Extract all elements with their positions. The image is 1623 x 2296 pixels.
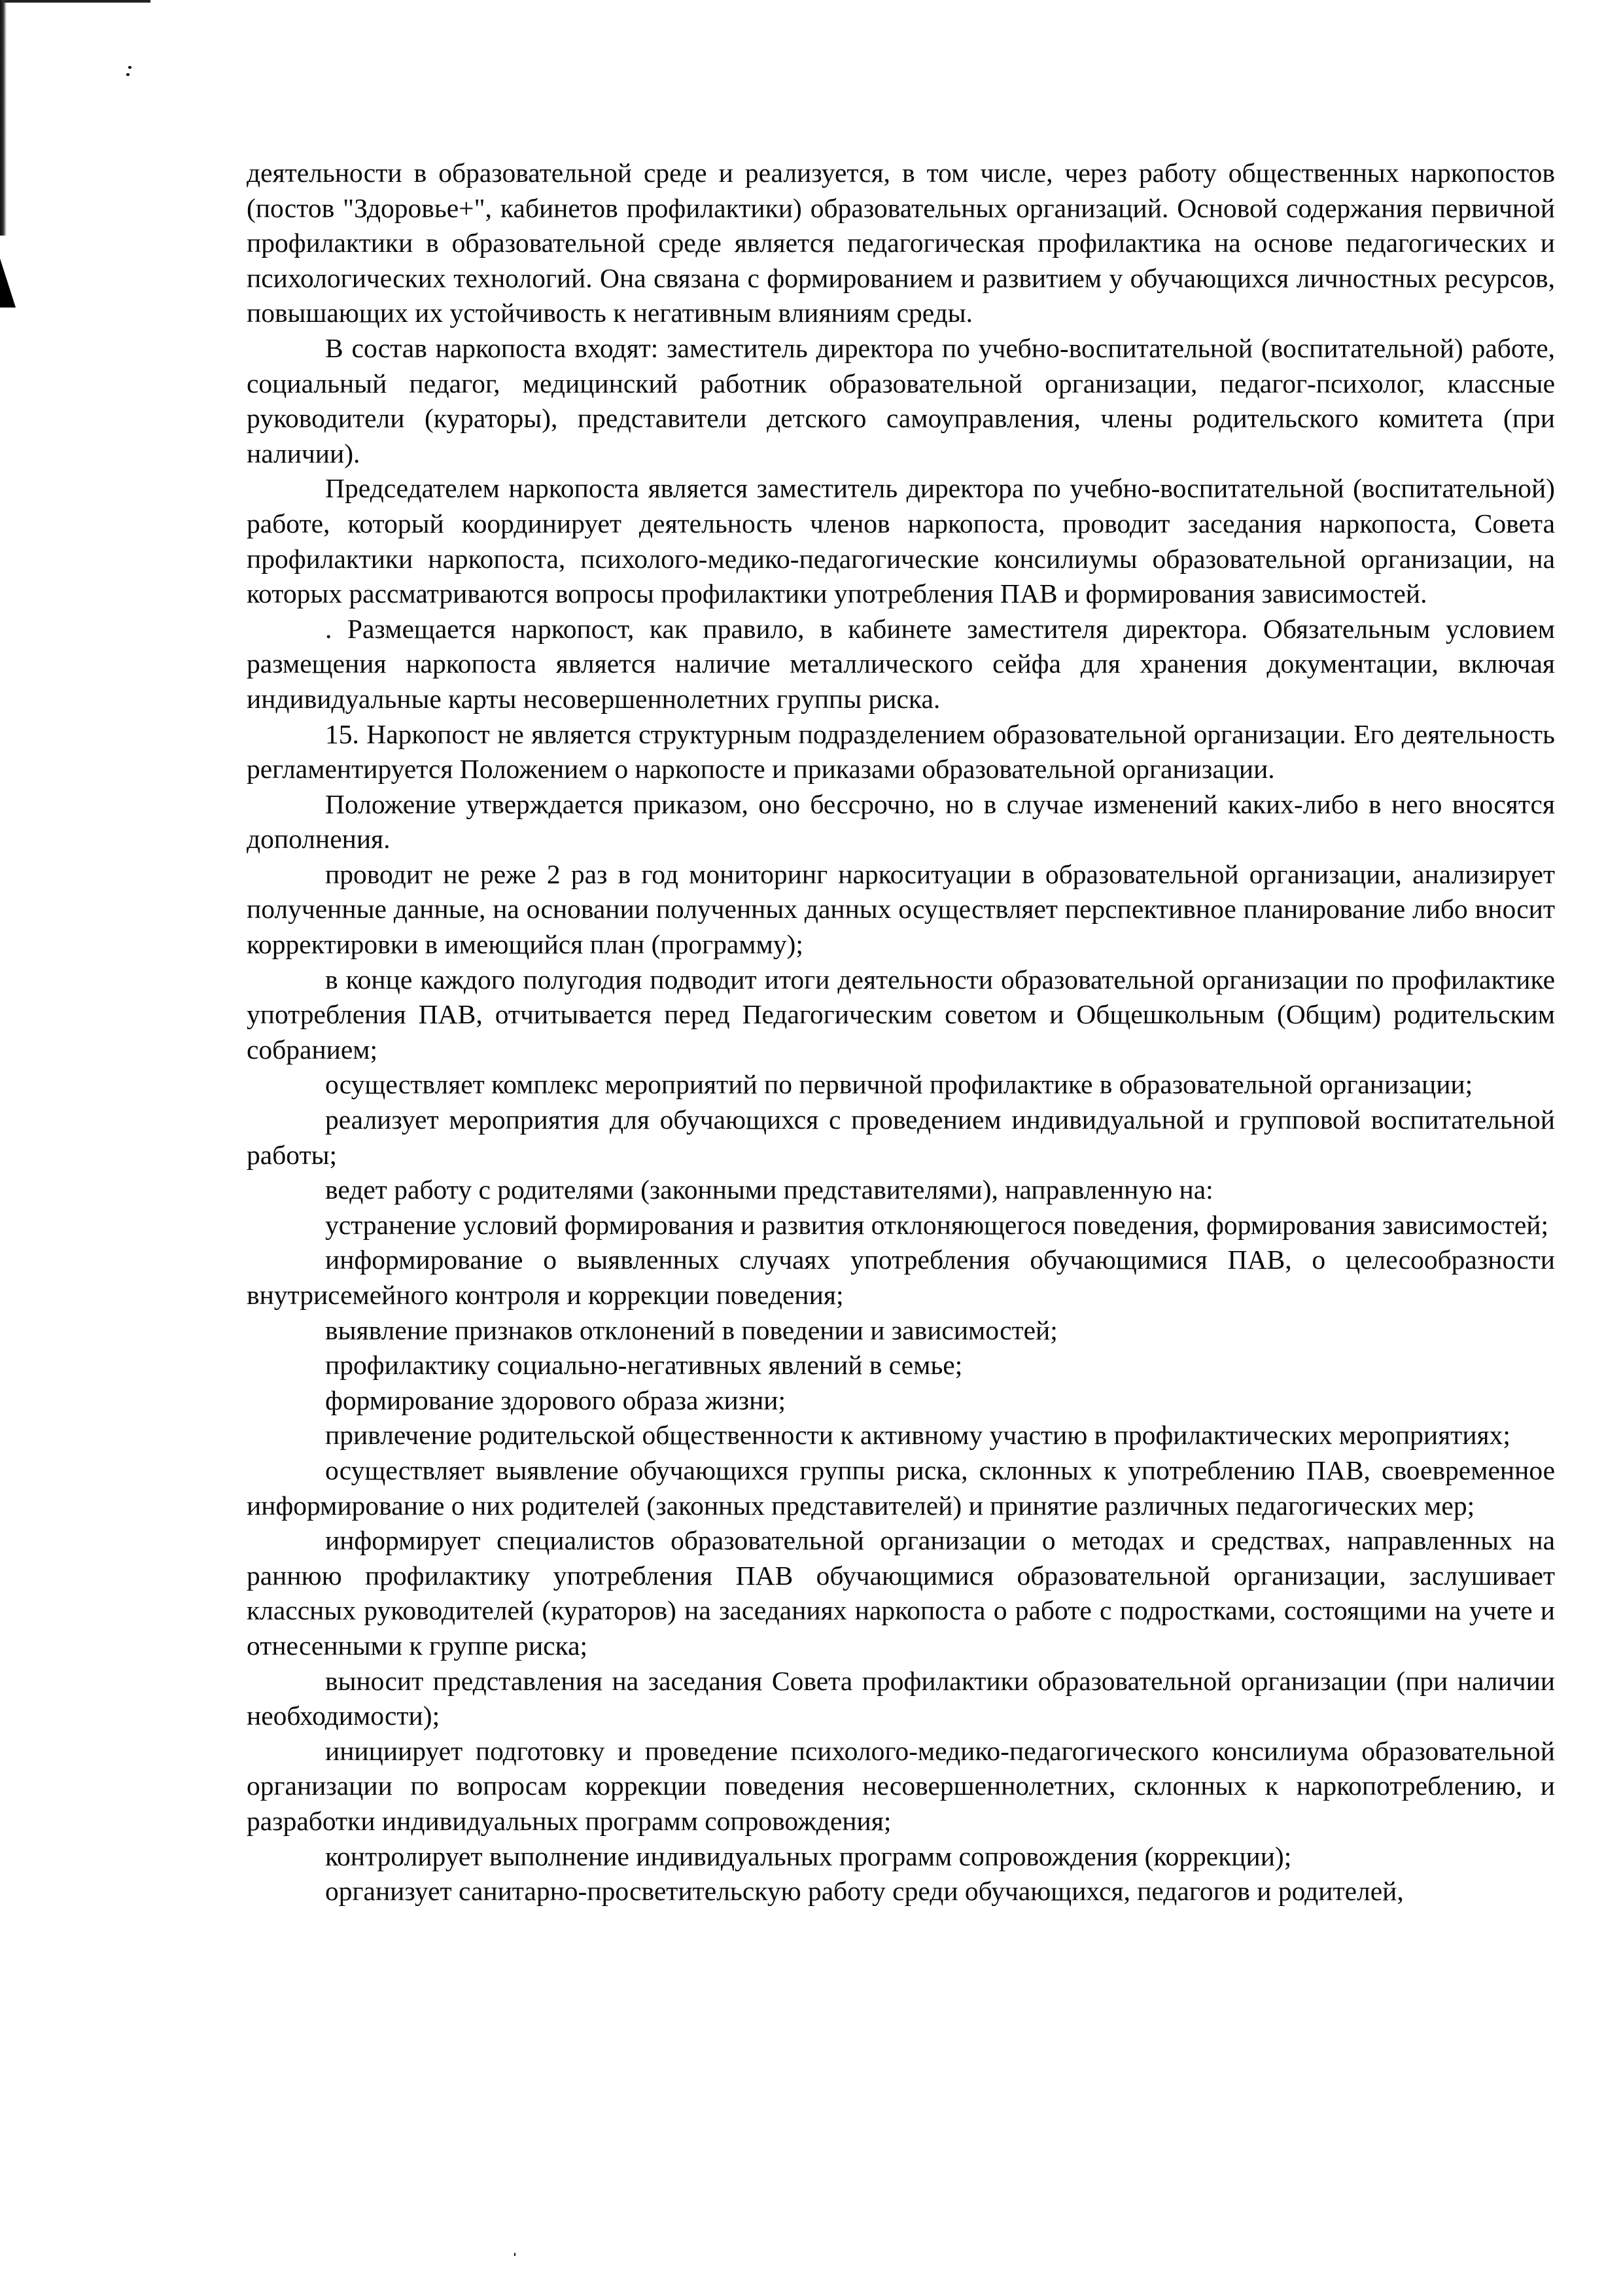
- list-item: информирование о выявленных случаях употребления обучающимися ПАВ, о целесообразности внутрисемейного контроля и коррекции поведения;: [247, 1245, 1555, 1310]
- list-item: контролирует выполнение индивидуальных программ сопровождения (коррекции);: [325, 1841, 1292, 1871]
- paragraph: деятельности в образовательной среде и реализуется, в том числе, через работу общественных наркопостов (постов "Здоровье+", кабинетов профилактики) образовательных организаций. Основой содержания первичной профилактики в образовательной среде является педагогическая профилактика на основе педагогических и психологических технологий. Она связана с формированием и развитием у обучающихся личностных ресурсов, повышающих их устойчивость к негативным влияниям среды.: [247, 158, 1555, 328]
- list-item: профилактику социально-негативных явлений в семье;: [325, 1350, 963, 1381]
- list-item: проводит не реже 2 раз в год мониторинг наркоситуации в образовательной организации, анализирует полученные данные, на основании полученных данных осуществляет перспективное планирование либо вносит корректировки в имеющийся план (программу);: [247, 858, 1555, 960]
- list-item: устранение условий формирования и развития отклоняющегося поведения, формирования зависимостей;: [325, 1209, 1549, 1240]
- list-item: информирует специалистов образовательной организации о методах и средствах, направленных на раннюю профилактику употребления ПАВ обучающимися образовательной организации, заслушивает классных руководителей (кураторов) на заседаниях наркопоста о работе с подростками, состоящими на учете и отнесенными к группе риска;: [247, 1525, 1555, 1661]
- list-item: реализует мероприятия для обучающихся с проведением индивидуальной и групповой воспитательной работы;: [247, 1104, 1555, 1170]
- paragraph: . Размещается наркопост, как правило, в кабинете заместителя директора. Обязательным условием размещения наркопоста является наличие металлического сейфа для хранения документации, включая индивидуальные карты несовершеннолетних группы риска.: [247, 613, 1555, 714]
- document-body: [247, 156, 1555, 1909]
- list-item: организует санитарно-просветительскую работу среди обучающихся, педагогов и родителей,: [325, 1876, 1404, 1907]
- list-item: осуществляет комплекс мероприятий по первичной профилактике в образовательной организации;: [325, 1069, 1473, 1100]
- paragraph: В состав наркопоста входят: заместитель директора по учебно-воспитательной (воспитательной) работе, социальный педагог, медицинский работник образовательной организации, педагог-психолог, классные руководители (кураторы), представители детского самоуправления, члены родительского комитета (при наличии).: [247, 332, 1555, 468]
- scan-speck: [514, 2253, 515, 2256]
- scan-speck: [126, 73, 130, 76]
- paragraph: Председателем наркопоста является заместитель директора по учебно-воспитательной (воспитательной) работе, который координирует деятельность членов наркопоста, проводит заседания наркопоста, Совета профилактики наркопоста, психолого-медико-педагогические консилиумы образовательной организации, на которых рассматриваются вопросы профилактики употребления ПАВ и формирования зависимостей.: [247, 473, 1555, 609]
- list-item: осуществляет выявление обучающихся группы риска, склонных к употреблению ПАВ, своевременное информирование о них родителей (законных представителей) и принятие различных педагогических мер;: [247, 1455, 1555, 1521]
- list-item: формирование здорового образа жизни;: [325, 1385, 786, 1415]
- list-item: инициирует подготовку и проведение психолого-медико-педагогического консилиума образовательной организации по вопросам коррекции поведения несовершеннолетних, склонных к наркопотреблению, и разработки индивидуальных программ сопровождения;: [247, 1735, 1555, 1836]
- list-item: привлечение родительской общественности к активному участию в профилактических мероприятиях;: [325, 1420, 1510, 1451]
- list-item: выявление признаков отклонений в поведении и зависимостей;: [325, 1315, 1058, 1345]
- paragraph: 15. Наркопост не является структурным подразделением образовательной организации. Его деятельность регламентируется Положением о наркопосте и приказами образовательной организации.: [247, 718, 1555, 785]
- scan-artifact-wedge: [0, 258, 16, 308]
- scan-artifact-top-edge: [0, 0, 150, 3]
- list-item: в конце каждого полугодия подводит итоги деятельности образовательной организации по профилактике употребления ПАВ, отчитывается перед Педагогическим советом и Общешкольным (Общим) родительским собранием;: [247, 964, 1555, 1065]
- list-item: выносит представления на заседания Совета профилактики образовательной организации (при наличии необходимости);: [247, 1665, 1555, 1731]
- scan-speck: [128, 66, 131, 69]
- scan-artifact-left-edge: [0, 0, 7, 236]
- list-item: ведет работу с родителями (законными представителями), направленную на:: [325, 1174, 1213, 1205]
- paragraph: Положение утверждается приказом, оно бессрочно, но в случае изменений каких-либо в него вносятся дополнения.: [247, 788, 1555, 855]
